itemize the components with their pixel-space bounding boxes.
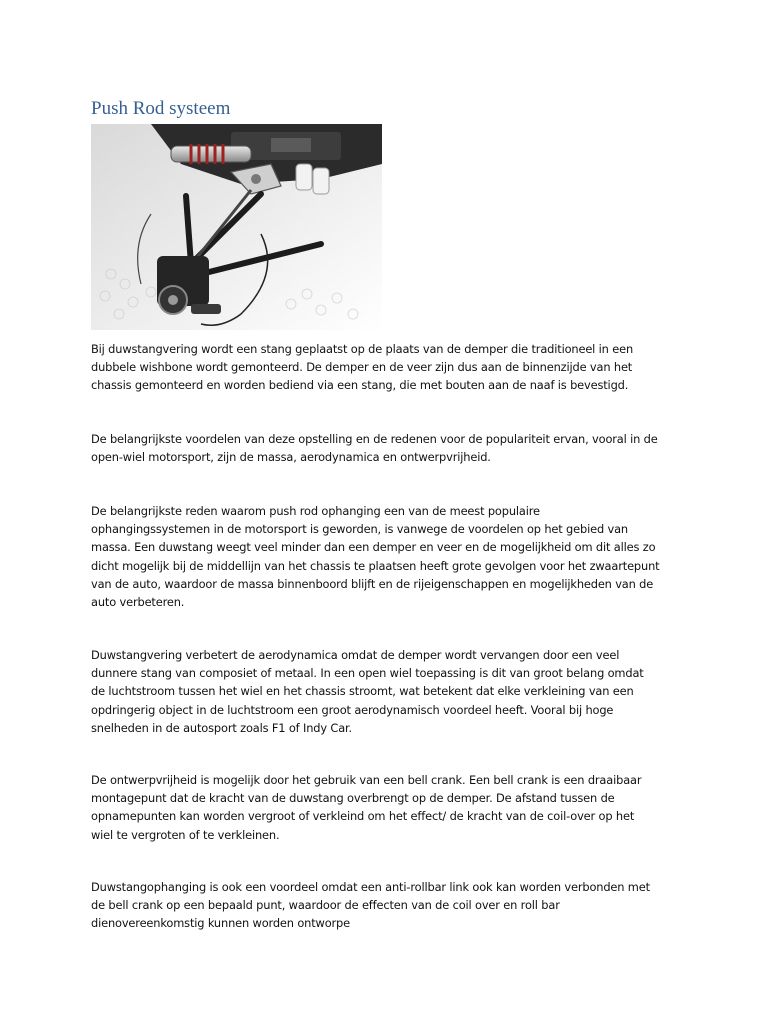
push-rod-suspension-illustration	[91, 124, 382, 330]
text-line: de bell crank op een bepaald punt, waardoor de effecten van de coil over en roll bar	[91, 898, 560, 913]
text-line: wiel te vergroten of te verkleinen.	[91, 827, 280, 842]
paragraph-2	[91, 430, 691, 466]
text-line: ophangingssystemen in de motorsport is geworden, is vanwege de voordelen op het gebied van	[91, 522, 628, 537]
text-line: dunnere stang van composiet of metaal. In een open wiel toepassing is dit van groot belang omdat	[91, 666, 644, 681]
text-line: van de auto, waardoor de massa binnenboord blijft en de rijeigenschappen en mogelijkheden van de	[91, 576, 654, 591]
text-line: De ontwerpvrijheid is mogelijk door het gebruik van een bell crank. Een bell crank is een draaibaar	[91, 773, 642, 787]
text-line: montagepunt dat de kracht van de duwstang overbrengt op de demper. De afstand tussen de	[91, 791, 615, 806]
text-line: massa. Een duwstang weegt veel minder dan een demper en veer en de mogelijkheid om dit alles zo	[91, 540, 656, 555]
text-line: open-wiel motorsport, zijn de massa, aerodynamica en ontwerpvrijheid.	[91, 450, 491, 465]
text-line: snelheden in de autosport zoals F1 of Indy Car.	[91, 720, 353, 735]
text-line: de luchtstroom tussen het wiel en het chassis stroomt, wat betekent dat elke verkleining van een	[91, 684, 634, 699]
text-line: opdringerig object in de luchtstroom een groot aerodynamisch voordeel heeft. Vooral bij hoge	[91, 702, 614, 717]
paragraph-6	[91, 878, 691, 933]
text-line: dicht mogelijk bij de middellijn van het chassis te plaatsen heeft grote gevolgen voor het zwaartepunt	[91, 558, 660, 573]
text-line: auto verbeteren.	[91, 595, 185, 610]
paragraph-5	[91, 771, 691, 844]
text-line: Bij duwstangvering wordt een stang geplaatst op de plaats van de demper die traditioneel in een	[91, 342, 634, 356]
text-line: dienovereenkomstig kunnen worden ontworpe	[91, 916, 350, 931]
text-line: Duwstangvering verbetert de aerodynamica omdat de demper wordt vervangen door een veel	[91, 648, 620, 662]
text-line: opnamepunten kan worden vergroot of verkleind om het effect/ de kracht van de coil-over op het	[91, 809, 635, 824]
text-line: chassis gemonteerd en worden bediend via een stang, die met bouten aan de naaf is bevestigd.	[91, 378, 629, 393]
text-line: De belangrijkste reden waarom push rod ophanging een van de meest populaire	[91, 504, 540, 518]
paragraph-3	[91, 502, 691, 611]
text-line: dubbele wishbone wordt gemonteerd. De demper en de veer zijn dus aan de binnenzijde van het	[91, 360, 633, 375]
page-title: Push Rod systeem	[91, 98, 231, 119]
text-line: De belangrijkste voordelen van deze opstelling en de redenen voor de populariteit ervan, vooral in de	[91, 432, 658, 446]
text-line: Duwstangophanging is ook een voordeel omdat een anti-rollbar link ook kan worden verbonden met	[91, 880, 650, 894]
suspension-photo	[91, 124, 382, 330]
paragraph-4	[91, 646, 691, 737]
paragraph-1	[91, 340, 691, 395]
